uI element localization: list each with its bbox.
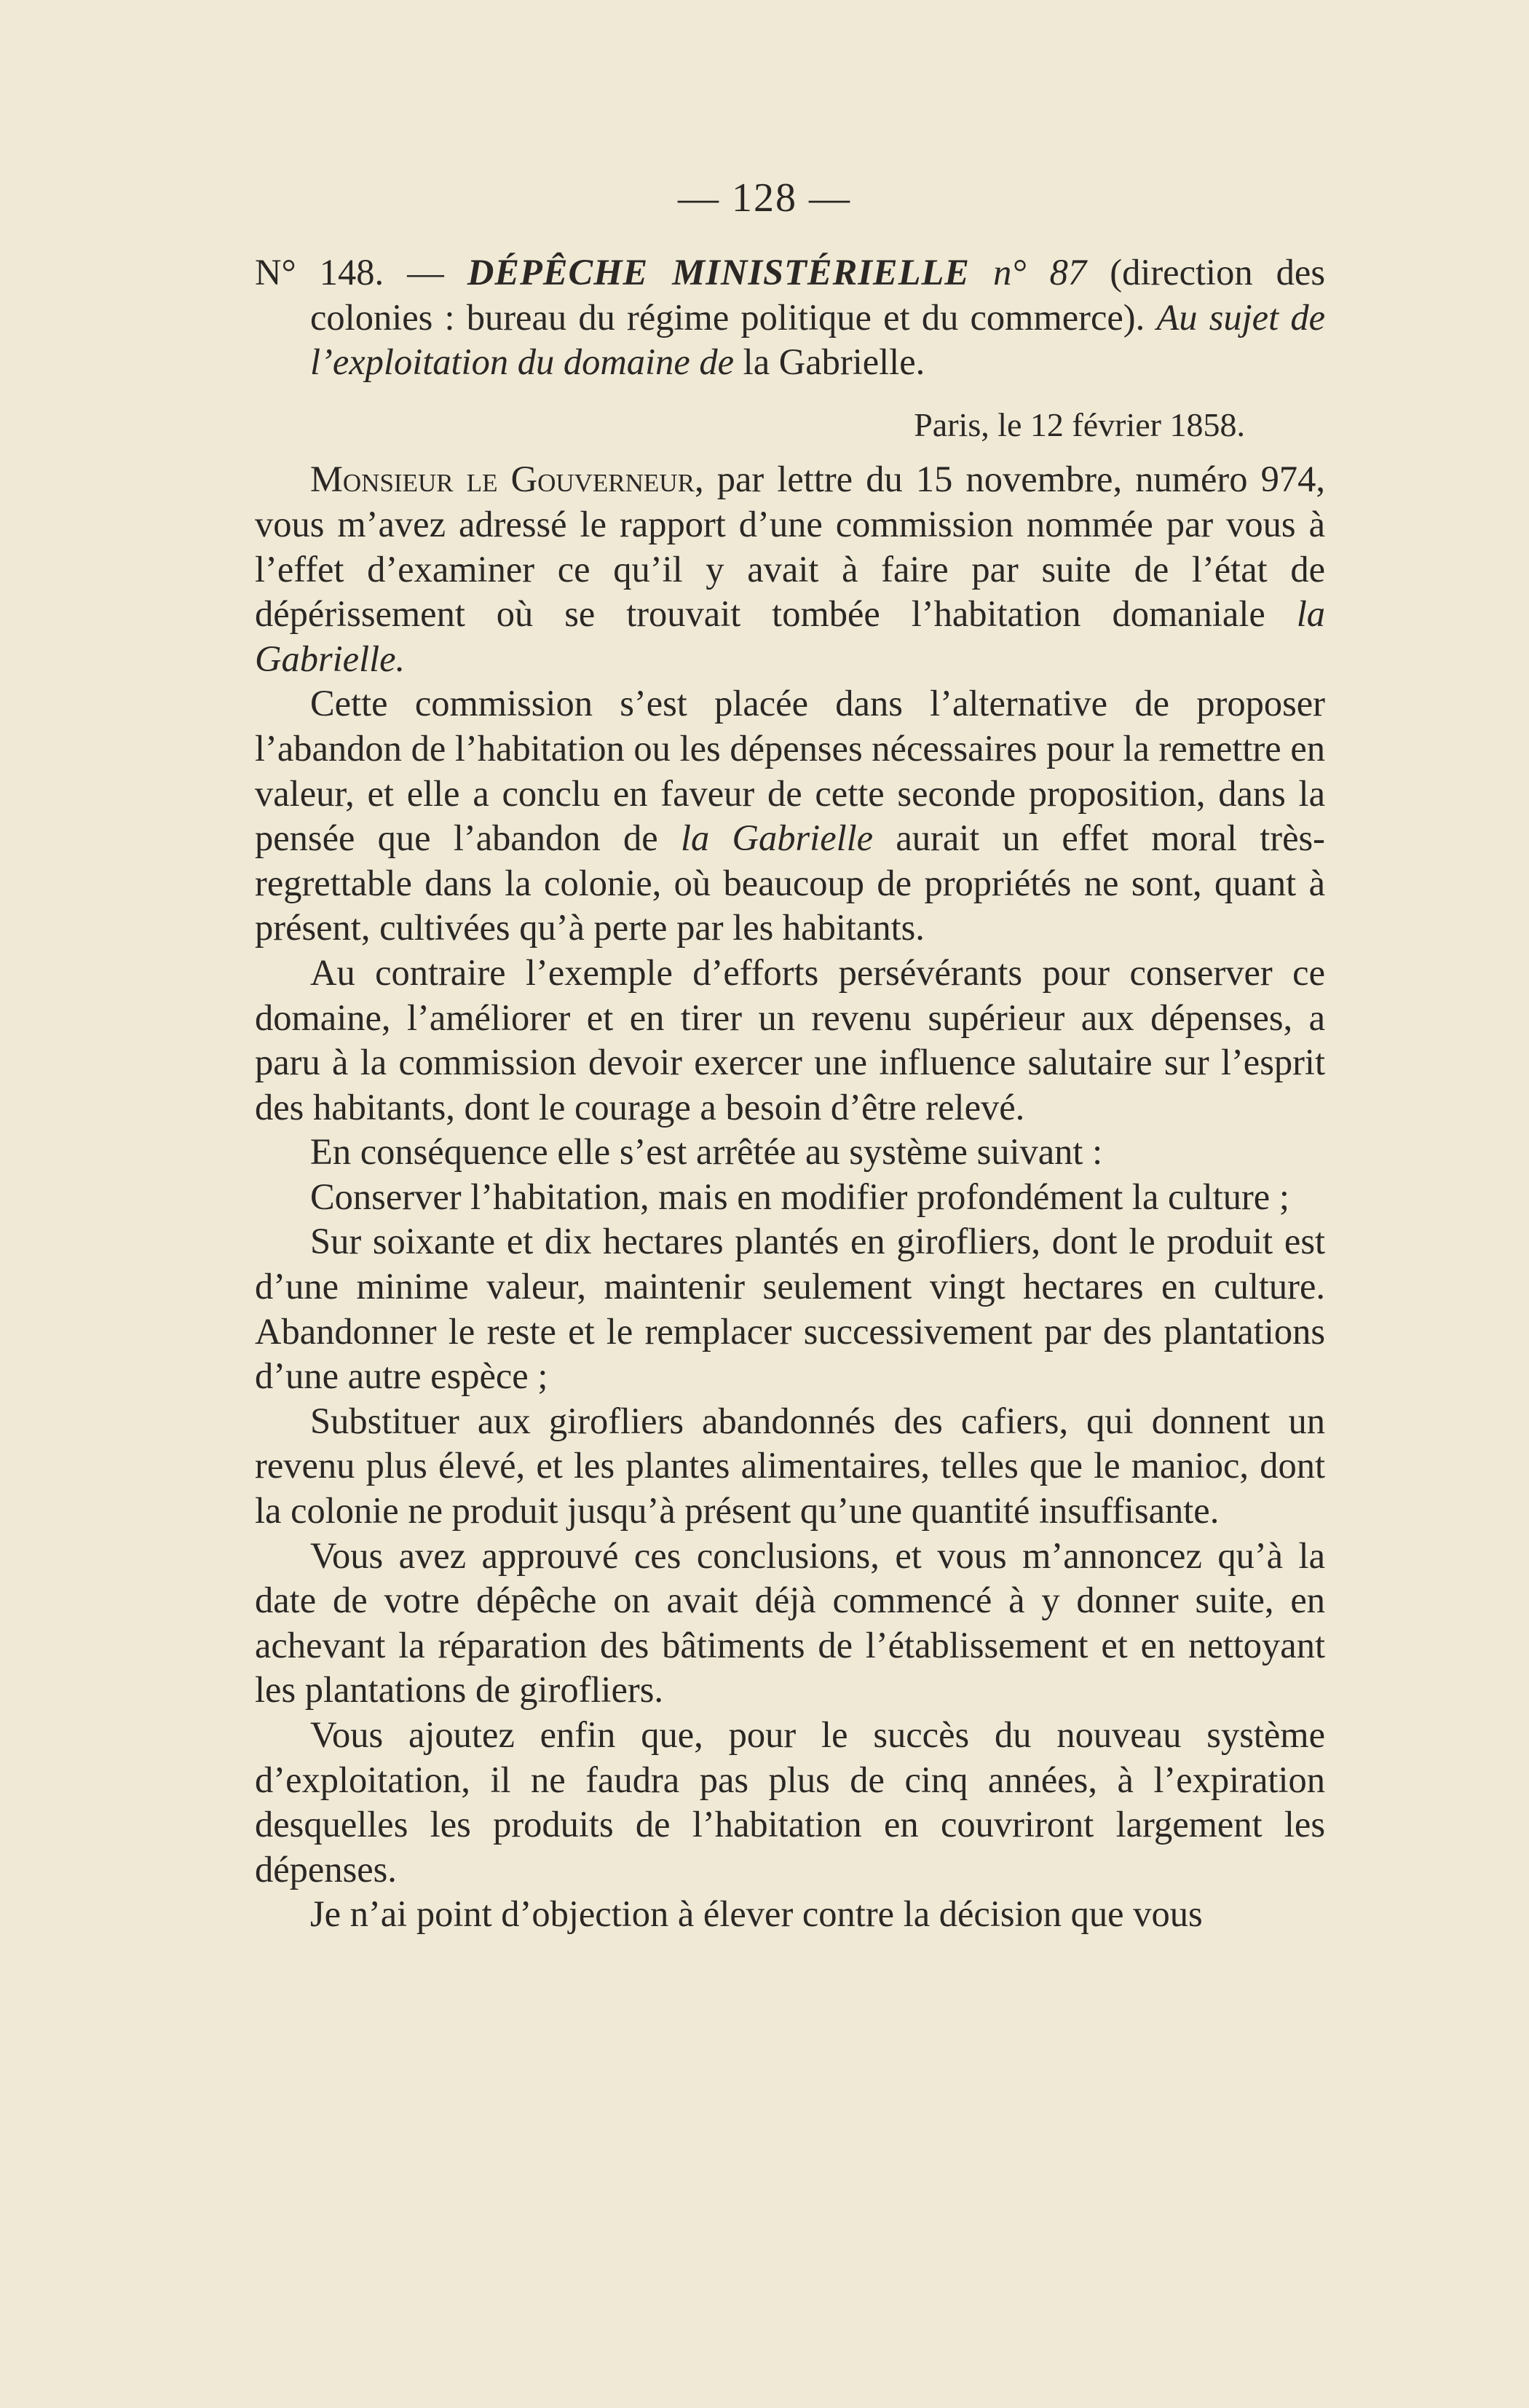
paragraph-2 — [255, 681, 1325, 951]
salutation: Monsieur le Gouverneur — [310, 459, 695, 500]
document-heading — [255, 250, 1325, 385]
paragraph-2-text-b: aurait un effet moral très-regrettable dans la colonie, où beaucoup de propriétés ne sont, quant à présent, cultivées qu’à perte par les habitants. — [255, 817, 1325, 948]
page-number: — 128 — — [678, 175, 851, 221]
paragraph-10: Je n’ai point d’objection à élever contre la décision que vous — [310, 1893, 1203, 1935]
paragraph-2-text-a: Cette commission s’est placée dans l’alternative de proposer l’abandon de l’habitation ou les dépenses nécessaires pour la remettre en valeur, et elle a conclu en faveur de cette seconde proposition, dans la pensée que l’abandon de — [255, 683, 1325, 859]
heading-number: N° 148. — — [255, 252, 467, 293]
paragraph-5: Conserver l’habitation, mais en modifier profondément la culture ; — [310, 1176, 1289, 1217]
paragraph-2-italic: la Gabrielle — [680, 817, 874, 859]
heading-subject-end: la Gabrielle. — [734, 341, 925, 383]
dateline: Paris, le 12 février 1858. — [914, 405, 1245, 443]
paragraph-1-text: , par lettre du 15 novembre, numéro 974, vous m’avez adressé le rapport d’une commission nommée par vous à l’effet d’examiner ce qu’il y avait à faire par suite de l’état de dépérissement où se trouvait tombée l’habitation domaniale — [255, 459, 1326, 635]
heading-direction: (direction des colonies : bureau du régime politique et du commerce). — [310, 252, 1325, 338]
paragraph-1 — [255, 457, 1325, 681]
heading-title-number: n° 87 — [970, 252, 1087, 293]
paragraph-6: Sur soixante et dix hectares plantés en girofliers, dont le produit est d’une minime valeur, maintenir seulement vingt hectares en culture. Abandonner le reste et le remplacer successivement par des plantations d’une autre espèce ; — [255, 1221, 1325, 1397]
paragraph-4: En conséquence elle s’est arrêtée au système suivant : — [310, 1131, 1103, 1173]
heading-title: DÉPÊCHE MINISTÉRIELLE — [467, 252, 970, 293]
paragraph-1-italic: la Gabrielle. — [255, 593, 1325, 679]
page-content — [255, 250, 1325, 1937]
paragraph-3: Au contraire l’exemple d’efforts persévérants pour conserver ce domaine, l’améliorer et en tirer un revenu supérieur aux dépenses, a paru à la commission devoir exercer une influence salutaire sur l’esprit des habitants, dont le courage a besoin d’être relevé. — [255, 951, 1325, 1128]
heading-subject: Au sujet de l’exploitation du domaine de — [310, 296, 1325, 383]
paragraph-8: Vous avez approuvé ces conclusions, et vous m’annoncez qu’à la date de votre dépêche on avait déjà commencé à y donner suite, en achevant la réparation des bâtiments de l’établissement et en nettoyant les plantations de girofliers. — [255, 1534, 1325, 1711]
paragraph-9: Vous ajoutez enfin que, pour le succès du nouveau système d’exploitation, il ne faudra pas plus de cinq années, à l’expiration desquelles les produits de l’habitation en couvriront largement les dépenses. — [255, 1714, 1325, 1890]
paragraph-7: Substituer aux girofliers abandonnés des cafiers, qui donnent un revenu plus élevé, et les plantes alimentaires, telles que le manioc, dont la colonie ne produit jusqu’à présent qu’une quantité insuffisante. — [255, 1400, 1325, 1532]
